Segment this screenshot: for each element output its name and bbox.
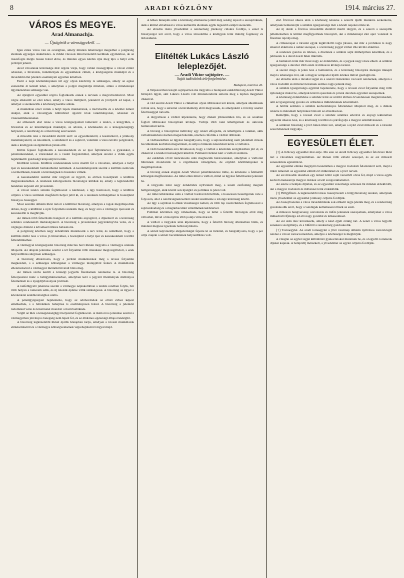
divider	[155, 44, 249, 45]
paragraph: Kiállítási tervek. Kiállítás rendezésének terve merült fel a városban, amelyen a helyi ipar és kereskedelem bemutathatná termékeit. A kezdeményezők szerint a kiállítás nemcsak a termelőknek, hanem a közönségnek is hasznára válnék.	[11, 161, 134, 175]
section-heading-city: VÁROS ÉS MEGYE.	[28, 20, 117, 30]
paragraph: (†) Hölgyfüzér. A legközelebbi társas összejövetelt a hölgybizottság rendezi, amelynek tiszta jövedelmét az egyesület jótékony céljaira fordítják.	[270, 191, 392, 200]
article-body	[11, 48, 134, 330]
paragraph: A tanfelügyelő jelentése szerint a vármegye népiskoláiban a tanítás rendben folyik, bár több helyen a tanterem szűk, és új iskolák építése válik szükségessé. A bizottság az ügyet a közoktatási szakbizottsághoz utalta.	[11, 283, 134, 298]
paragraph: A közönség érdeklődése a színház iránt az utóbbi időben örvendetesen megnövekedett, ami az igazgatóság gondos és céltudatos működésének köszönhető.	[270, 95, 392, 104]
paragraph: A városi tanács szintén foglalkozott a kérdéssel, s úgy határozott, hogy a kiállítás céljaira a város területén megfelelő helyet jelöl ki, és a rendezés költségeihez is hozzájárul bizonyos összeggel.	[11, 188, 134, 202]
article-body	[270, 150, 392, 245]
paragraph: A színház igazgatósága egyúttal bejelentette, hogy a tavaszi évad folyamán még több újdonságot mutat be, amelyek között operettek és prózai darabok egyaránt szerepelnek.	[270, 86, 392, 95]
paragraph: Külön fejezet foglalkozik a kereskedelem és az ipar fejlődésével, a gyárakkal, a pénzintézetekkel, a vásárokkal és a vasúti forgalommal, amelyek Aradot a vidék egyik legélénkebb gazdasági központjává tették.	[11, 147, 134, 161]
paragraph: Az ülésen szóba került a községi jegyzők fizetésének rendezése is. A bizottság felterjesztést intéz a belügyminiszterhez, amelyben kéri a jegyzői illetmények méltányos felemelését és a nyugdíjviszonyok javítását.	[11, 270, 134, 284]
paragraph: A bíróság ennek alapján Aradi Viktort pénzbüntetésre ítélte, és kötelezte a felmerült költségek megfizetésére. Az ítélet ellen mind a vádlott, mind az ügyész fellebbezést jelentett be.	[141, 169, 263, 183]
paragraph: A bizottság elhatározta, hogy a javítási munkálatokat még a tavasz folyamán megkezdeti, s a szükséges költségeket a vármegye útalapjából fedezi. A munkálatok ellenőrzésével a vármegyei mérnöki hivatalt bízta meg.	[11, 256, 134, 270]
paragraph: A rendezés gondos és ízléses, a díszletek a színház saját műhelyében készültek, és a jelmezek is a darab korát hűen tükrözik.	[270, 49, 392, 59]
paragraph: A Népszavában lezajló sajtóperben ma tárgyalta a budapesti esküdtbíróság Aradi Viktor hírlapíró ügyét, akit Lukács László volt miniszterelnök sértette meg a lapban megjelent cikkeivel.	[141, 87, 263, 101]
paragraph: A bizottság legközelebbi ülését április hónapban tartja, amelyen a tavaszi munkálatok előkészítéséről és a vármegye költségvetésének végrehajtásáról tárgyal majd.	[11, 320, 134, 329]
column-2	[137, 18, 266, 578]
paragraph: Igen érdes város van az országban, amely minden lehetőséget megadhat a polgárság életének egységes alakulására. A vidéki városok mind közelebb kerülnek egymáshoz, de az összefogás mégis lassan halad előre, és minden egyes kérdés újra meg újra a helyi erők próbáját jelenti.	[11, 47, 134, 66]
paragraph: Az ülésen több felszólalás hangzott el a kiállítás anyagáról, a díjazásról és a közönség számára rendezendő mulatságokról. A bizottság a javaslatokat jegyzőkönyvbe vette, és a végleges döntést a következő ülésre halasztotta.	[11, 215, 134, 229]
paragraph: Az újságírói egyesület régóta foglalkozik ennek a tervnek a megvalósításával. Most végre elkészült az első kötet, amely a város múltjáról, jelenéről és jövőjéről ad képet, s amelyet a szerkesztők a közönség kezébe adnak.	[11, 92, 134, 107]
paragraph: A védő beszédében arra hivatkozott, hogy a vádlott a közérdek szolgálatában járt el, és cikkeivel a közélet tisztaságáért küzdött. Felmentő ítéletet kért a vádlott számára.	[141, 146, 263, 156]
paragraph: Az előadás után a társulat tagjai és a szerző tiszteletére vacsorát rendeznek, amelyen a város irodalmi és művészi köreinek számos tagja jelenik meg.	[270, 77, 392, 86]
column-3	[266, 18, 395, 578]
paragraph: A második rész a társadalmi életről szól: az egyesületekről, a kaszinókról, a jótékony intézményekről, az iskolákról, a színházról és a sajtóról, valamint a város kiváló polgárairól, akik a közügyek szolgálatában jártak elöl.	[11, 133, 134, 147]
paragraph: A bíróság a bizonyítási indítvány egy részét elfogadta, és kihallgatta a tanúkat, akik vallomásaikban részben megerősítették, részben cáfolták a vádlott állításait.	[141, 128, 263, 138]
paragraph: Politikai körökben úgy vélekednek, hogy az ítélet a felsőbb bíróságok előtt még változhat, mivel a bizonyítás több pontja vitás maradt.	[141, 210, 263, 219]
paragraph: Az ítélet kihirdetése után a vádlott barátai üdvözölték, s hosszasan beszélgettek vele a folyosón, ahol a rendőrségnek kellett rendet teremtenie a tolongó közönség között.	[141, 192, 263, 201]
paragraph: A bemutató iránt már most nagy az érdeklődés, és a jegyek nagy része elkelt. A színház igazgatósága a darabot több estén át műsoron kívánja tartani.	[270, 58, 392, 68]
paragraph: A vizsgán az egylet tagjai különböző gyakorlatokat mutatnak be, és a legjobb tornászok díjakat kapnak. A belépődíj mérsékelt, a jövedelmet az egylet céljaira fordítják.	[270, 236, 392, 246]
paragraph: A szerző maga is jelen lesz a bemutatón, és a közönség bizonyára melegen ünnepli majd a tehetséges írót, aki a magyar színpadot újabb értékes művel gazdagította.	[270, 68, 392, 77]
article-dateline: Budapest, március 26.	[233, 83, 263, 88]
divider	[284, 135, 378, 136]
paragraph: A címszerepet a társulat egyik legkiválóbb tagja játssza, aki már a próbákon is nagy sikerrel alakította a nehéz szerepet, s a közönség joggal várhat tőle kiváló alakítást.	[270, 40, 392, 50]
paragraph: A tárgyaláson a vádlott kijelentette, hogy cikkeit jóhiszeműen írta, és az azokban foglalt állításokat bizonyítani kívánja. Védője több tanú kihallgatását és okiratok bemutatását kérte.	[141, 114, 263, 129]
paragraph: Arad városának közönsége már régóta várja, hogy valaki összegyűjtse a várost érintő adatokat, a hivatalok, intézmények és egyesületek címeit, a közigazgatás munkáját és a társadalmi élet jelentős eseményeit egyetlen kötetben.	[11, 65, 134, 79]
paragraph: Ezért a napi közleményeken túl egy olyan kiadvány is szükséges, amely az egész esztendőn át kéznél lehet, s amelyben a polgár megtalálja mindazt, amire a mindennapi ügyintézésben szüksége van.	[11, 79, 134, 93]
paragraph: A vármegyei közigazgatási bizottság március havi ülésén tárgyalta a vármegye utainak állapotát. Az alispán jelentése szerint a tél folyamán több útszakasz megrongálódott, s ezek helyreállítása sürgősen szükséges.	[11, 243, 134, 257]
article-deck: Saját tudósítónk telefonjelentése.	[176, 77, 228, 82]
article-kicker: — Újságírók a városügyekről. —	[44, 40, 101, 45]
article-continuation	[141, 18, 263, 41]
article-headline: Arad Almanachja.	[51, 32, 94, 38]
issue-date: 1914. március 27.	[344, 4, 395, 12]
article-headline: Elítélték Lukács László leleplezőjét.	[154, 50, 250, 71]
paragraph: Az almanach első része a város közigazgatását ismerteti: a tanács, a közgyűlés, a hivatalok és az intézmények munkáját, az adózás, a közlekedés és a közegészségügy helyzetét, a rendőrség és a tűzoltóság szervezetét.	[11, 120, 134, 134]
paragraph: Az előadás tiszta jövedelmét a rendezőség jótékony célokra fordítja, s ezzel is bizonyságot tett arról, hogy a város társadalma a közügyek iránt mindig fogékony és áldozatkész.	[141, 27, 263, 41]
paragraph: (†) A Kölcsey egyesület mai estje. Ma este az Aradi Kölcsey egyesület felolvasó ülést tart a városháza nagytermében. Az ülésen több előadó szerepel, és az est műsorát zeneszámok egészítik ki.	[270, 150, 392, 164]
paragraph: A műsoron hangverseny, szavalatok és tréfás jelenetek szerepelnek, amelyeket a város műkedvelő ifjúsága ad elő nagy gonddal és lelkesedéssel.	[270, 209, 392, 219]
columns	[8, 18, 397, 578]
paragraph: Most szerdán délután ülést tartott a kiállítási bizottság, amelyen a tagok megállapodtak abban, hogy a kiállítást a nyár folyamán rendezik meg, és hogy arra a vármegye iparosait és kereskedőit is meghívják.	[11, 202, 134, 216]
paragraph: A tárgyalás iránt nagy érdeklődés nyilvánult meg, a terem zsúfolásig megtelt hallgatósággal, akik között sok újságíró és politikus is jelen volt.	[141, 183, 263, 192]
paragraph: Az estére a belépés díjtalan, és az egyesület vezetősége szívesen lát minden érdeklődőt, aki a magyar irodalom és művészet iránt érdeklődik.	[270, 182, 392, 191]
paragraph: A színházi bizottság a jövő héten ülést tart, amelyen a nyári évad műsorát és a társulat szerződtetéseit tárgyalja.	[270, 122, 392, 132]
paragraph: A sértett képviselője elégedettségét fejezte ki az ítélettel, és hangsúlyozta, hogy a per célja csupán a sértett becsületének helyreállítása volt.	[141, 228, 263, 238]
article-continuation	[270, 18, 392, 132]
paragraph: Végül az ülés a közegészségügyi helyzettel foglalkozott. A tisztiorvos jelentése szerint a vármegyében járványos betegség nem lépett fel, és az általános egészségi állapot kielégítő.	[11, 311, 134, 320]
section-heading-associations: EGYESÜLETI ÉLET.	[287, 138, 375, 149]
article-deck: — Aradi Viktor sajtópöre. —	[174, 71, 230, 77]
column-1	[8, 18, 137, 578]
masthead	[8, 4, 397, 16]
paragraph: A munkában részt vettek a helyi lapok munkatársai, a tisztviselők és a közélet ismert alakjai, akik a városügyek különböző ágairól írtak tanulmányokat, adatokat és visszaemlékezéseket.	[11, 106, 134, 120]
paragraph: Az egyesület elnöke megnyitó beszédében a magyar irodalom feladatairól szól, majd a titkár ismerteti az egyesület elmúlt évi működését és a jövő terveit.	[270, 164, 392, 173]
paragraph: A vádlott a tárgyalás után kijelentette, hogy a felsőbb bíróság döntésében bízik, és mindent megtesz igazának bebizonyítására.	[141, 219, 263, 229]
paragraph: A lelkes ünneplés után a közönség elismerése jeléül még sokáig tapsolt a szereplőknek, akik a kitűnő előadással a város kulturális életének egyik legszebb estéjét szerezték.	[141, 18, 263, 27]
paragraph: Reméljük, hogy a tavaszi évad a színház számára erkölcsi és anyagi tekintetben egyaránt sikeres lesz, és a közönség továbbra is pártfogolja a magyar színművészetet.	[270, 113, 392, 123]
paragraph: A vád szerint Aradi Viktor a cikkeiben olyan állításokat tett közzé, amelyek alkalmasak voltak arra, hogy a sértettet a közvélemény előtt megvessék, és amelyekért a törvény szerint felelősséggel tartozik.	[141, 101, 263, 115]
paragraph: Az ügy a sajtóban is élénk visszhangot keltett, és több lap vezércikkben foglalkozott a sajtószabadság és a magánbecsület védelmének kérdésével.	[141, 201, 263, 210]
article-body	[141, 88, 263, 238]
paragraph: A polgárság körében nagy érdeklődés mutatkozik a terv iránt, és remélhető, hogy a kiállítás méltó lesz a város jó hírnevéhez, s hozzájárul a helyi ipar és kereskedelem további fellendüléséhez.	[11, 229, 134, 243]
paragraph: Az összejövetelen a város társadalmának sok előkelő tagja jelenik meg, és a rendezőség gondoskodik arról, hogy a vendégek kellemesen töltsék az estét.	[270, 200, 392, 210]
paragraph: A kereskedelmi testület már tárgyalt az ügyről, és elvben hozzájárult a kiállítás megrendezéséhez. A részletek kidolgozására bizottságot küldtek ki, amely a legközelebbi hetekben terjeszti elő javaslatait.	[11, 174, 134, 188]
paragraph: (†) Tornaegylet. Az aradi tornaegylet a jövő vasárnap délután nyilvános tornavizsgát rendez a városi tornacsarnokban, amelyre a közönséget is meghívják.	[270, 227, 392, 237]
paragraph: Az új darab a főváros társadalmi életéből meríti tárgyát, és a szerző a szereplők jellemzésében is kitűnő megfigyelőnek bizonyult, aki a mindennapi élet apró vonásait is finoman rajzolja meg.	[270, 27, 392, 41]
paragraph: első fővárosi sikere után a közönség tetszése a szerzőt újabb munkára serkentette, amelynek bemutatóját a színház igazgatósága már a közeli napokra tűzte ki.	[270, 18, 392, 27]
paragraph: Az est második részében egy ismert költő saját verseiből olvas fel, majd a város egyik kedvelt énekesnője magyar dalokat ad elő zongorakísérettel.	[270, 173, 392, 182]
paragraph: Az est után tánc következik, amely a késő éjjeli órákig tart. A zenét a város legjobb zenekara szolgáltatja, és a büféről a rendezőség gondoskodik.	[270, 218, 392, 228]
paragraph: A pénzügyigazgató bejelentette, hogy az adóbevételek az előző évhez képest emelkedtek, s a hátralékok behajtása is eredményesen halad. A bizottság a jelentést tudomásul vette és köszönetet mondott a tisztviselőknek.	[11, 297, 134, 311]
page-number: 8	[10, 4, 14, 12]
paragraph: A vádbeszédben az ügyész hangsúlyozta, hogy a sajtószabadság nem jelentheti mások becsületének korlátlan megsértését, és súlyos büntetés kiszabását kérte a vádlottra.	[141, 137, 263, 147]
newspaper-title: ARADI KÖZLÖNY	[144, 5, 214, 12]
paragraph: A bérlők számára a színház kedvezményes feltételeket állapított meg, és a diákok részére is mérsékelt helyárakat biztosít az előadásokon.	[270, 104, 392, 113]
paragraph: Az esküdtek rövid tanácskozás után meghozták határozatukat, amelyben a vádlottat bűnösnek mondották ki a rágalmazás vétségében, de enyhítő körülményeket is megállapítottak.	[141, 155, 263, 169]
